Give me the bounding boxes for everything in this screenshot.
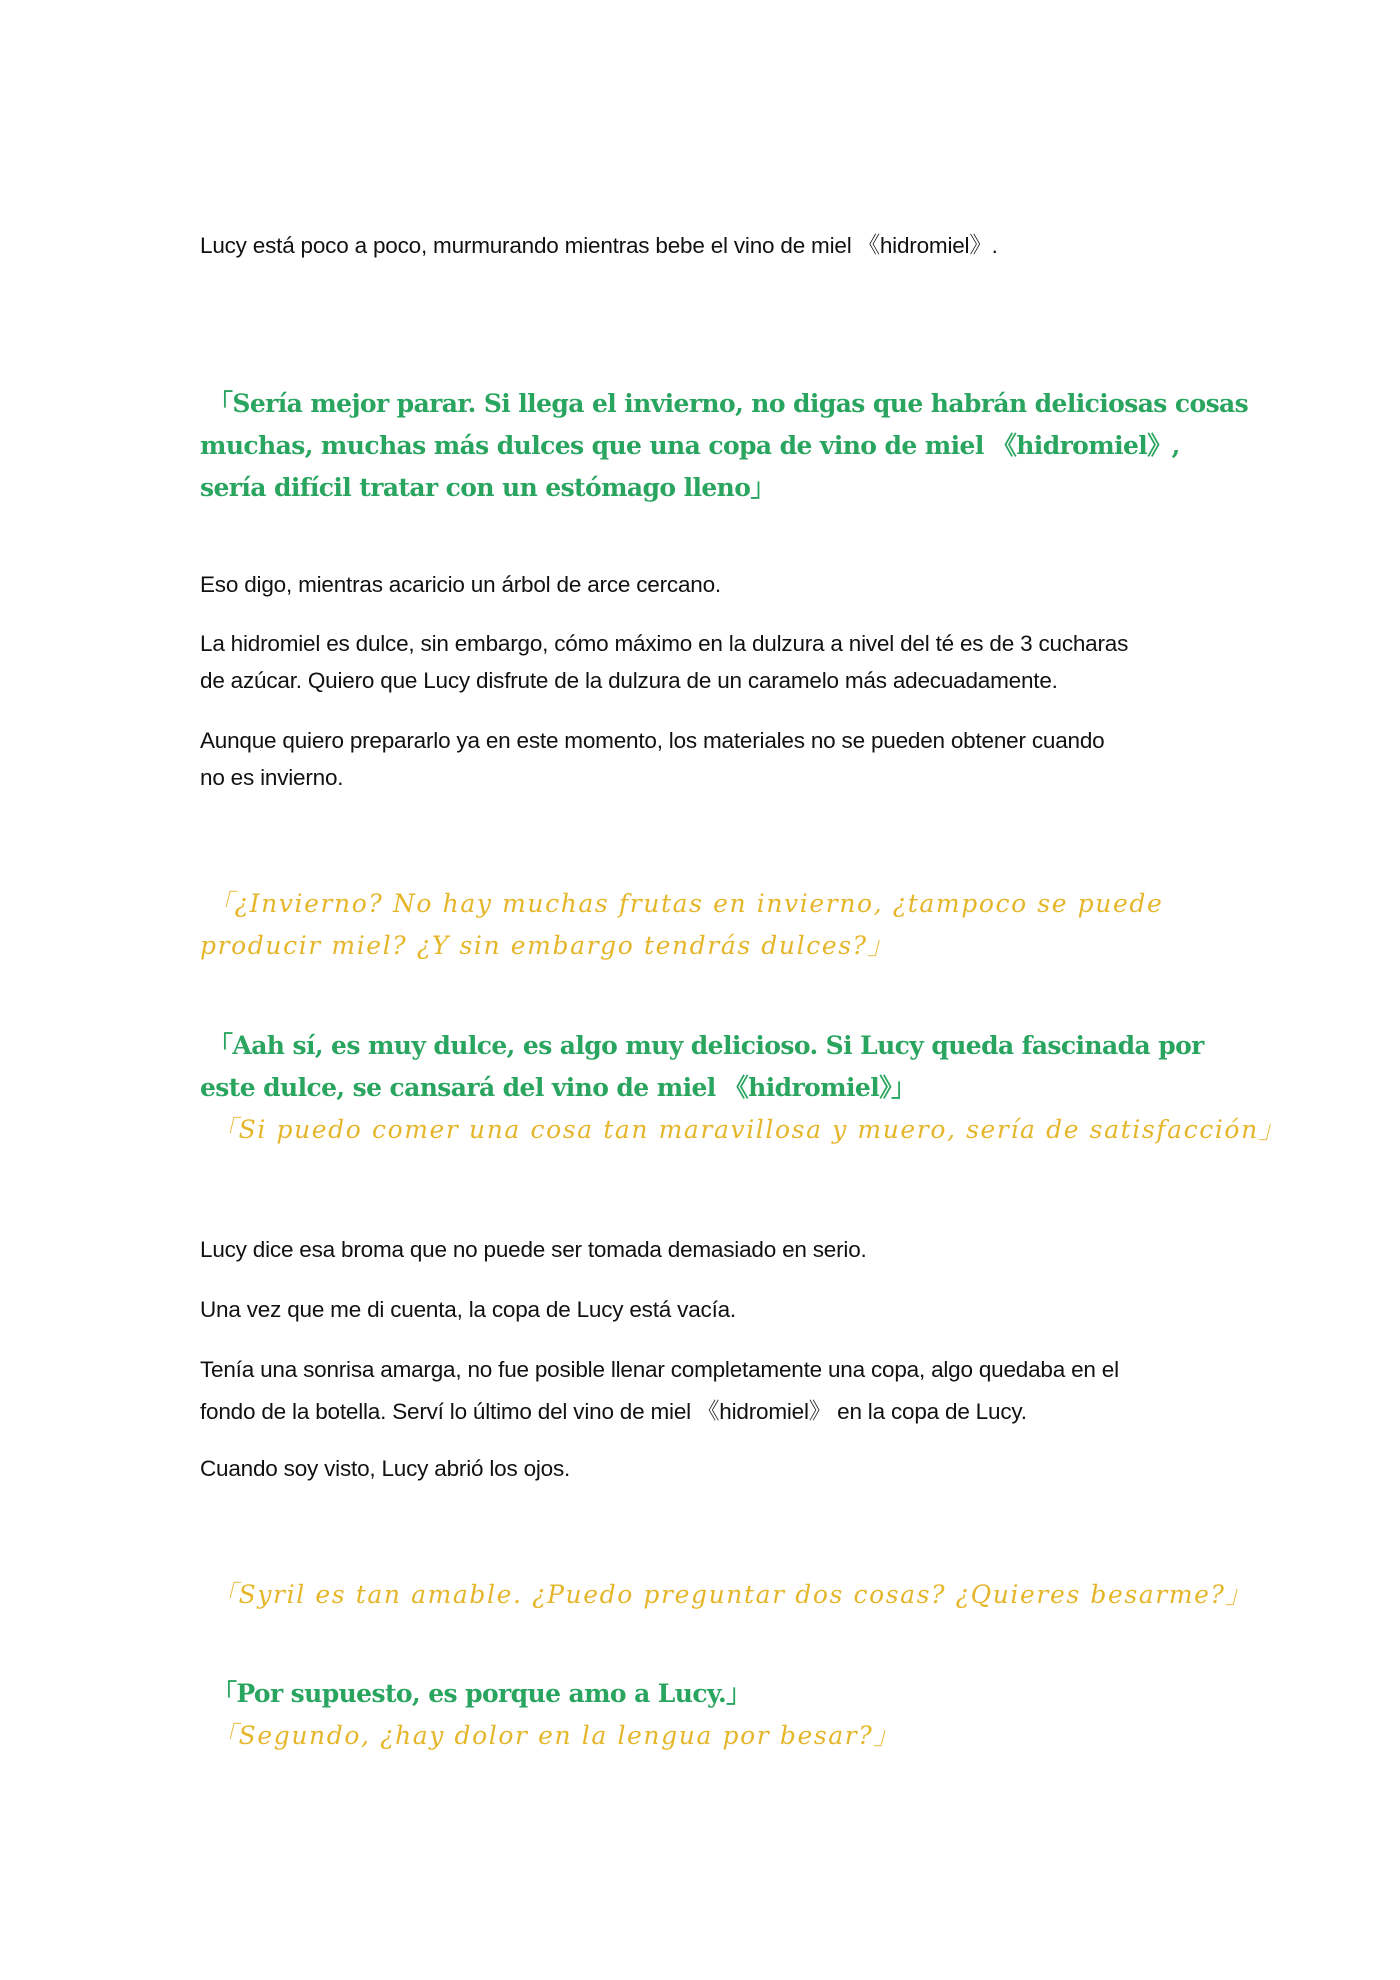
dialogue-line-syril: 「Sería mejor parar. Si llega el invierno, no digas que habrán deliciosas cosas xyxy=(208,389,1249,418)
narration-line: de azúcar. Quiero que Lucy disfrute de la dulzura de un caramelo más adecuadamente. xyxy=(200,668,1058,693)
narration-line: Lucy dice esa broma que no puede ser tomada demasiado en serio. xyxy=(200,1237,867,1262)
dialogue-line-lucy: 「Syril es tan amable. ¿Puedo preguntar dos cosas? ¿Quieres besarme?」 xyxy=(212,1580,1253,1609)
narration-line: fondo de la botella. Serví lo último del vino de miel 《hidromiel》 en la copa de Lucy. xyxy=(200,1399,1027,1424)
narration-line: no es invierno. xyxy=(200,765,344,790)
dialogue-line-lucy: 「¿Invierno? No hay muchas frutas en invierno, ¿tampoco se puede xyxy=(208,889,1164,918)
narration-line: Eso digo, mientras acaricio un árbol de arce cercano. xyxy=(200,572,721,597)
narration-line: Aunque quiero prepararlo ya en este momento, los materiales no se pueden obtener cuando xyxy=(200,728,1105,753)
dialogue-line-syril: este dulce, se cansará del vino de miel 《hidromiel》」 xyxy=(200,1073,916,1102)
dialogue-line-lucy: 「Segundo, ¿hay dolor en la lengua por besar?」 xyxy=(212,1721,900,1750)
dialogue-line-syril: muchas, muchas más dulces que una copa de vino de miel 《hidromiel》, xyxy=(200,431,1180,460)
dialogue-line-syril: 「Aah sí, es muy dulce, es algo muy delicioso. Si Lucy queda fascinada por xyxy=(208,1031,1204,1060)
narration-line: Tenía una sonrisa amarga, no fue posible llenar completamente una copa, algo quedaba en el xyxy=(200,1357,1119,1382)
narration-line: Una vez que me di cuenta, la copa de Lucy está vacía. xyxy=(200,1297,736,1322)
narration-line: Cuando soy visto, Lucy abrió los ojos. xyxy=(200,1456,571,1481)
narration-line: Lucy está poco a poco, murmurando mientras bebe el vino de miel 《hidromiel》. xyxy=(200,233,998,258)
narration-line: La hidromiel es dulce, sin embargo, cómo máximo en la dulzura a nivel del té es de 3 cucharas xyxy=(200,631,1129,656)
dialogue-line-lucy: 「Si puedo comer una cosa tan maravillosa y muero, sería de satisfacción」 xyxy=(212,1115,1286,1144)
dialogue-line-syril: 「Por supuesto, es porque amo a Lucy.」 xyxy=(212,1679,751,1708)
dialogue-line-lucy: producir miel? ¿Y sin embargo tendrás dulces?」 xyxy=(200,931,895,960)
dialogue-line-syril: sería difícil tratar con un estómago lleno」 xyxy=(200,473,775,502)
